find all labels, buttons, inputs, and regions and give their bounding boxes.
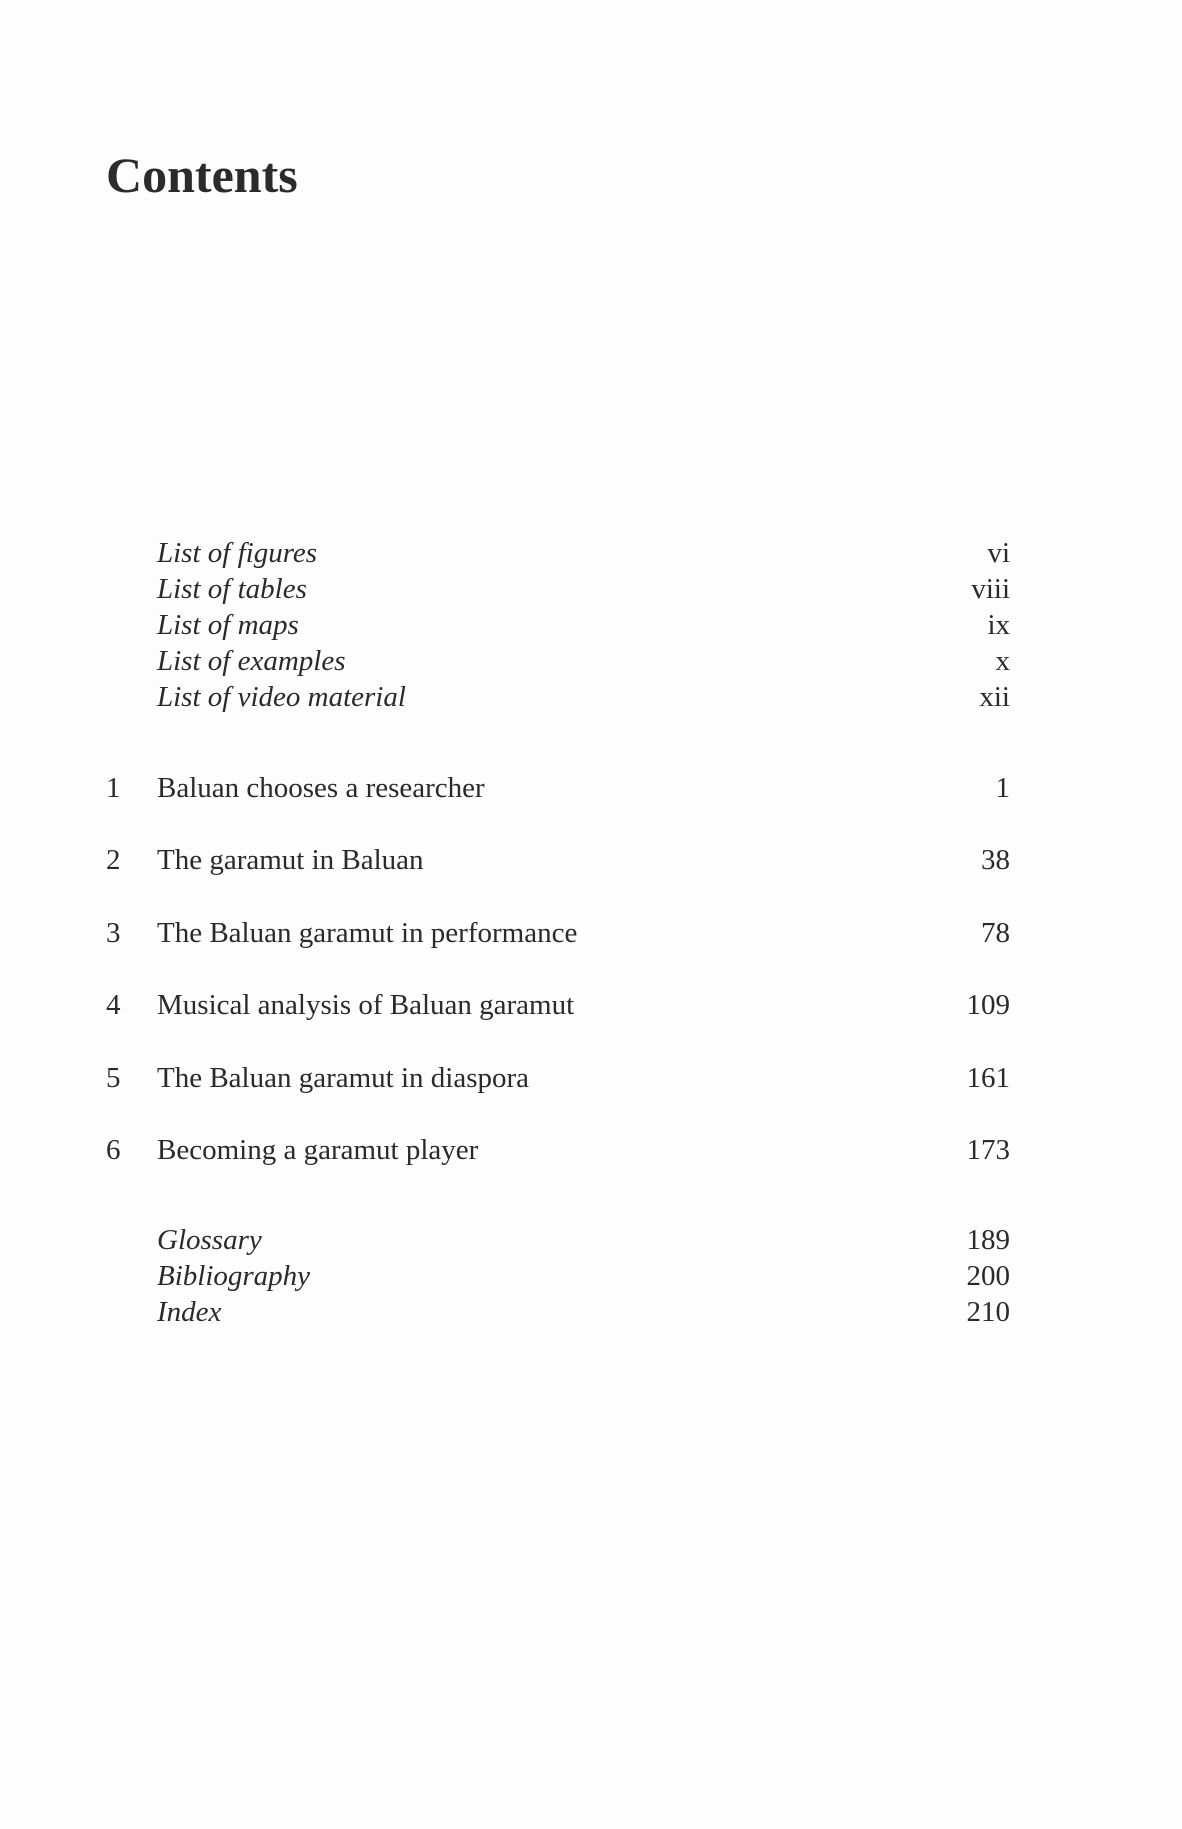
chapter-title: Baluan chooses a researcher xyxy=(157,772,485,804)
toc-entry-label: Bibliography xyxy=(157,1260,311,1292)
toc-entry-bibliography[interactable] xyxy=(0,1258,1182,1294)
chapter-page: 1 xyxy=(995,772,1010,804)
chapter-title: The Baluan garamut in performance xyxy=(157,916,578,949)
toc-entry-page: vi xyxy=(987,537,1010,569)
toc-entry-glossary[interactable] xyxy=(0,1222,1182,1258)
chapter-number: 4 xyxy=(106,989,121,1022)
toc-chapter-2[interactable] xyxy=(0,842,1182,914)
toc-entry-page: x xyxy=(995,645,1010,677)
toc-entry-list-of-tables[interactable] xyxy=(0,571,1182,607)
toc-entry-label: Index xyxy=(157,1296,222,1328)
chapter-number: 5 xyxy=(106,1061,121,1094)
chapter-title: The Baluan garamut in diaspora xyxy=(157,1061,530,1094)
toc-entry-list-of-examples[interactable] xyxy=(0,643,1182,679)
toc-chapter-4[interactable] xyxy=(0,987,1182,1059)
chapter-number: 2 xyxy=(106,844,121,877)
chapter-page: 109 xyxy=(966,989,1010,1022)
chapter-title: Musical analysis of Baluan garamut xyxy=(157,989,575,1022)
front-matter-list xyxy=(0,535,1182,715)
chapter-number: 6 xyxy=(106,1133,121,1166)
chapter-list xyxy=(0,770,1182,1204)
toc-entry-list-of-maps[interactable] xyxy=(0,607,1182,643)
toc-entry-page: 200 xyxy=(966,1260,1010,1292)
toc-entry-label: List of figures xyxy=(157,537,318,569)
toc-entry-label: Glossary xyxy=(157,1224,262,1256)
toc-entry-index[interactable] xyxy=(0,1294,1182,1330)
chapter-title: Becoming a garamut player xyxy=(157,1133,479,1166)
toc-entry-page: ix xyxy=(987,609,1010,641)
back-matter-list xyxy=(0,1222,1182,1330)
toc-entry-list-of-video-material[interactable] xyxy=(0,679,1182,715)
chapter-page: 78 xyxy=(981,916,1010,949)
toc-chapter-1[interactable] xyxy=(0,770,1182,842)
toc-entry-page: 210 xyxy=(966,1296,1010,1328)
toc-entry-page: viii xyxy=(971,573,1010,605)
chapter-page: 38 xyxy=(981,844,1010,877)
chapter-title: The garamut in Baluan xyxy=(157,844,424,877)
toc-entry-label: List of examples xyxy=(157,645,346,677)
page-title: Contents xyxy=(106,147,298,203)
chapter-page: 173 xyxy=(966,1133,1010,1166)
toc-entry-label: List of maps xyxy=(157,609,299,641)
toc-entry-label: List of video material xyxy=(157,681,406,713)
toc-entry-list-of-figures[interactable] xyxy=(0,535,1182,571)
toc-chapter-5[interactable] xyxy=(0,1060,1182,1132)
toc-chapter-6[interactable] xyxy=(0,1132,1182,1204)
chapter-number: 1 xyxy=(106,772,121,804)
toc-entry-label: List of tables xyxy=(157,573,307,605)
toc-entry-page: xii xyxy=(979,681,1010,713)
toc-chapter-3[interactable] xyxy=(0,915,1182,987)
chapter-page: 161 xyxy=(966,1061,1010,1094)
chapter-number: 3 xyxy=(106,916,121,949)
toc-entry-page: 189 xyxy=(966,1224,1010,1256)
